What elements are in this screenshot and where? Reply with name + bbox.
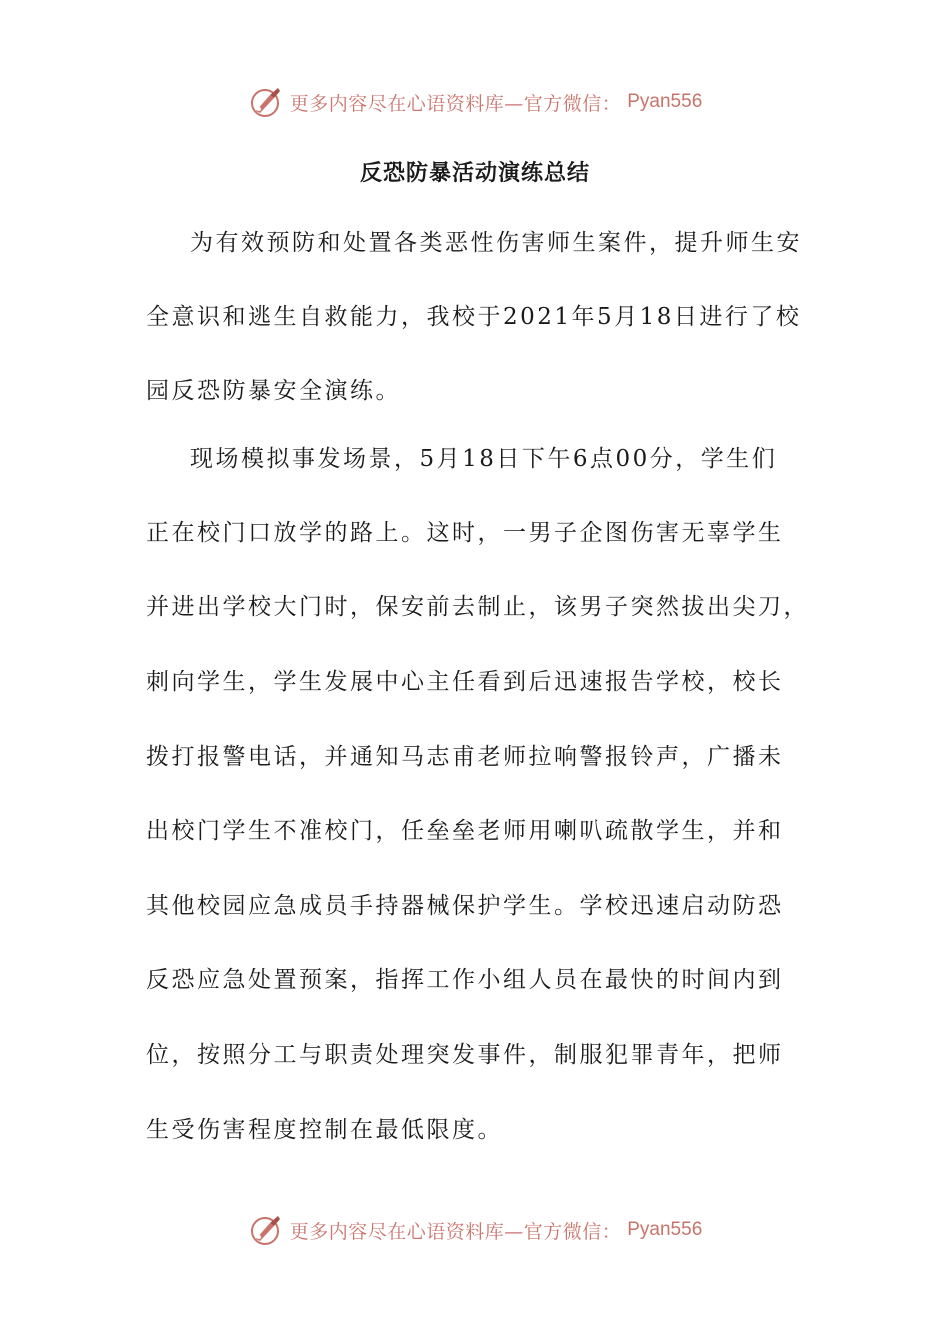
header-banner-text: 更多内容尽在心语资料库—官方微信： [289, 92, 622, 115]
paragraph-line: 园反恐防暴安全演练。 [146, 378, 401, 404]
paragraph-line: 并进出学校大门时，保安前去制止，该男子突然拔出尖刀， [146, 594, 809, 620]
paragraph-line: 其他校园应急成员手持器械保护学生。学校迅速启动防恐 [146, 893, 784, 919]
footer-wechat-id: Pyan556 [627, 1219, 703, 1240]
footer-banner [0, 1210, 950, 1250]
paragraph-line: 拨打报警电话，并通知马志甫老师拉响警报铃声，广播未 [146, 744, 784, 770]
paragraph-line: 位，按照分工与职责处理突发事件，制服犯罪青年，把师 [146, 1042, 784, 1068]
paragraph-line: 反恐应急处置预案，指挥工作小组人员在最快的时间内到 [146, 967, 784, 993]
paragraph-line: 现场模拟事发场景，5月18日下午6点00分，学生们 [190, 446, 778, 472]
paragraph-line: 全意识和逃生自救能力，我校于2021年5月18日进行了校 [146, 304, 802, 330]
header-banner [0, 82, 950, 122]
pen-logo-icon [248, 1212, 284, 1248]
paragraph-line: 为有效预防和处置各类恶性伤害师生案件，提升师生安 [190, 230, 802, 256]
paragraph-line: 正在校门口放学的路上。这时，一男子企图伤害无辜学生 [146, 520, 784, 546]
pen-logo-icon [248, 84, 284, 120]
document-title: 反恐防暴活动演练总结 [359, 161, 590, 186]
paragraph-line: 出校门学生不准校门，任垒垒老师用喇叭疏散学生，并和 [146, 818, 784, 844]
paragraph-line: 生受伤害程度控制在最低限度。 [146, 1117, 503, 1143]
paragraph-line: 刺向学生，学生发展中心主任看到后迅速报告学校，校长 [146, 669, 784, 695]
header-wechat-id: Pyan556 [627, 91, 703, 112]
footer-banner-text: 更多内容尽在心语资料库—官方微信： [289, 1220, 622, 1243]
